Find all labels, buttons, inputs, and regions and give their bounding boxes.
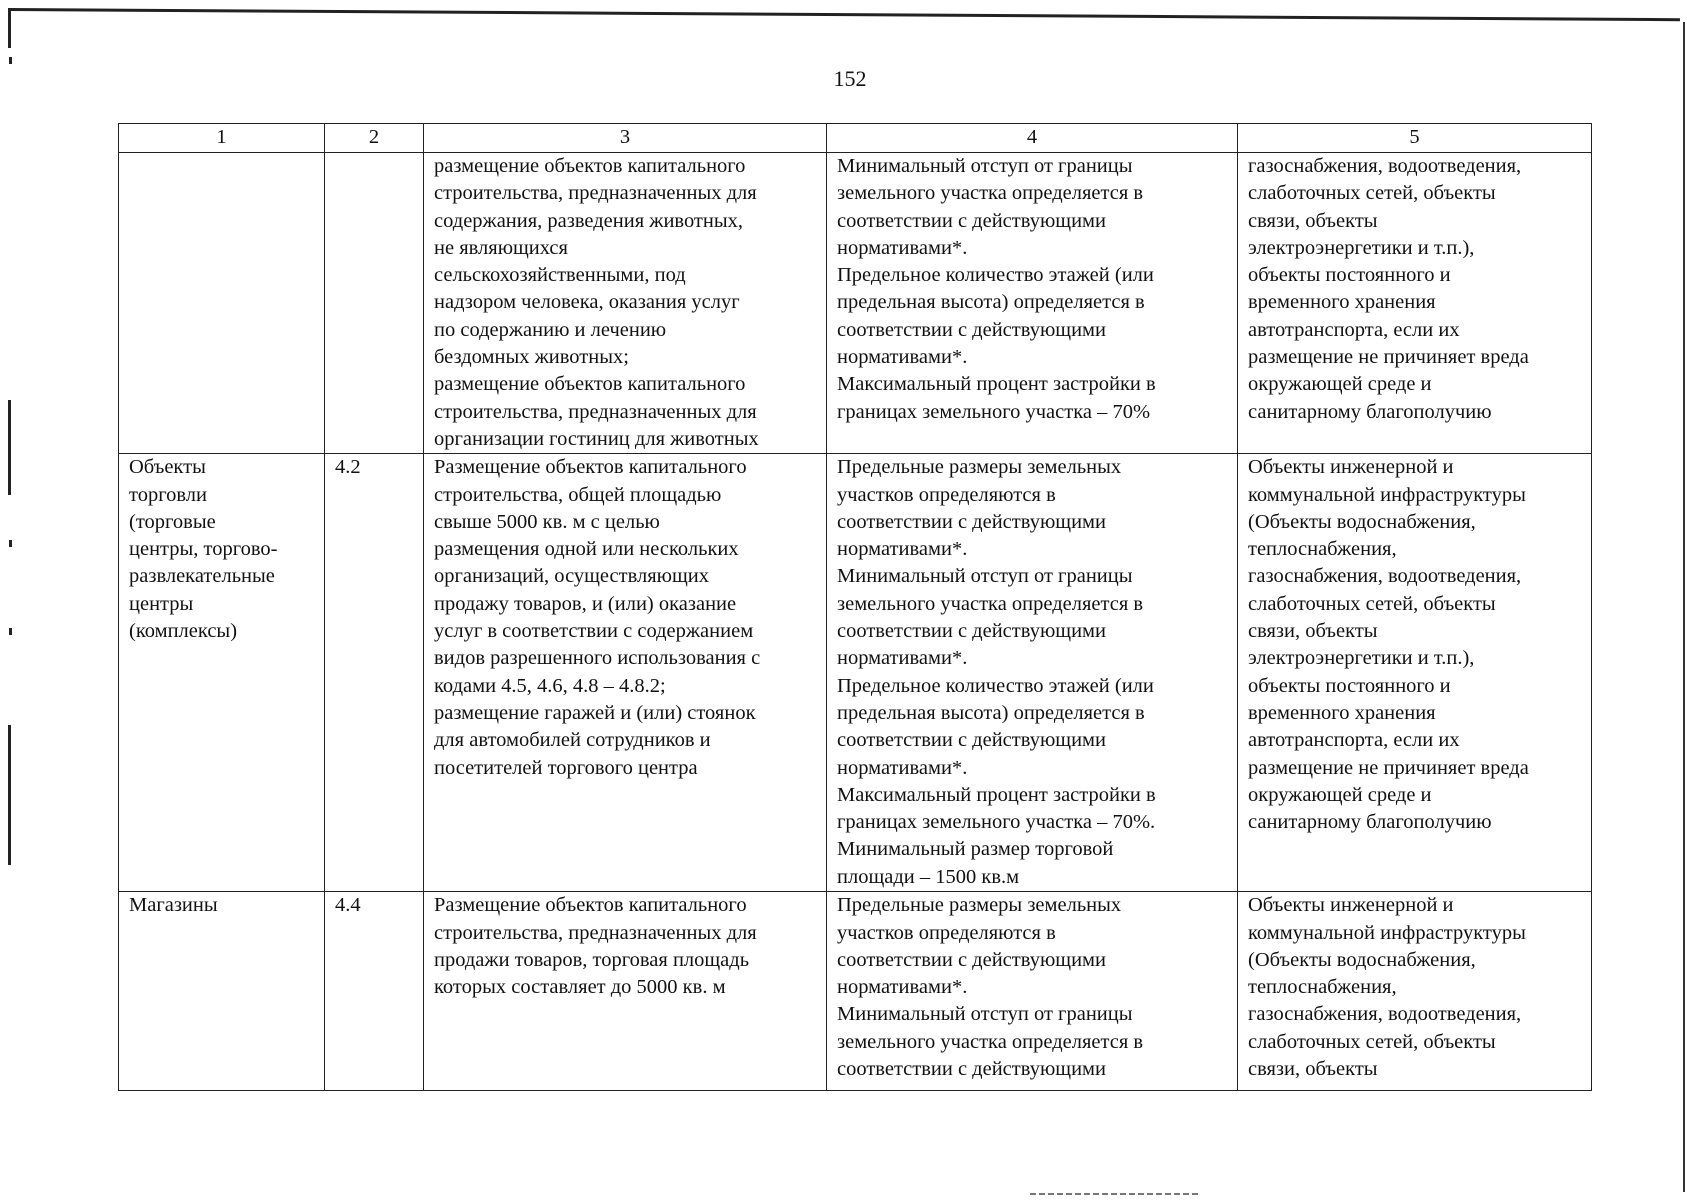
cell-text-line: связи, объекты — [1248, 209, 1378, 232]
cell-text-line: окружающей среде и — [1248, 783, 1432, 806]
header-row — [119, 124, 1592, 153]
cell-text-line: слаботочных сетей, объекты — [1248, 592, 1496, 615]
cell-text-line: размещение не причиняет вреда — [1248, 756, 1529, 779]
cell-text-line: Максимальный процент застройки в — [837, 373, 1156, 396]
cell-text-line: центры, торгово- — [129, 538, 278, 561]
cell-text-line: Минимальный отступ от границы — [837, 155, 1133, 177]
cell-text-line: электроэнергетики и т.п.), — [1248, 236, 1475, 259]
scan-edge-left — [8, 8, 11, 48]
cell-text-line: организации гостиниц для животных — [434, 427, 759, 450]
cell-text-line: автотранспорта, если их — [1248, 318, 1460, 341]
cell-text-line: (комплексы) — [129, 620, 238, 643]
cell-text-line: размещения одной или нескольких — [434, 538, 739, 561]
cell-text-line: теплоснабжения, — [1248, 976, 1397, 999]
parameters-cell — [827, 892, 1238, 1091]
cell-text-line: электроэнергетики и т.п.), — [1248, 647, 1475, 670]
cell-text-line: Объекты инженерной и — [1248, 894, 1454, 917]
cell-text-line: слаботочных сетей, объекты — [1248, 1030, 1496, 1053]
description-cell — [424, 153, 827, 454]
cell-text-line: сельскохозяйственными, под — [434, 264, 686, 287]
cell-text-line: предельная высота) определяется в — [837, 701, 1145, 724]
table-row — [119, 454, 1592, 892]
cell-text-line: посетителей торгового центра — [434, 756, 698, 779]
cell-text-line: бездомных животных; — [434, 346, 629, 369]
cell-text-line: коммунальной инфраструктуры — [1248, 921, 1526, 944]
cell-text-line: земельного участка определяется в — [837, 592, 1144, 615]
cell-text-line: земельного участка определяется в — [837, 1030, 1144, 1053]
cell-text-line: соответствии с действующими — [837, 1058, 1106, 1081]
cell-text-line: земельного участка определяется в — [837, 182, 1144, 205]
cell-text-line: соответствии с действующими — [837, 948, 1106, 971]
cell-text-line: соответствии с действующими — [837, 318, 1106, 341]
scan-smudge — [1030, 1193, 1200, 1195]
cell-text-line: продажу товаров, и (или) оказание — [434, 592, 737, 615]
cell-text-line: строительства, предназначенных для — [434, 400, 757, 423]
cell-text-line: Минимальный размер торговой — [837, 838, 1114, 861]
cell-text-line: свыше 5000 кв. м с целью — [434, 510, 660, 533]
cell-text-line: организаций, осуществляющих — [434, 565, 709, 588]
cell-text-line: надзором человека, оказания услуг — [434, 291, 740, 314]
cell-text-line: санитарному благополучию — [1248, 400, 1492, 423]
column-header: 5 — [1238, 124, 1592, 153]
cell-text-line: Предельные размеры земельных — [837, 456, 1122, 479]
cell-text-line: связи, объекты — [1248, 1058, 1378, 1081]
use-name-cell — [119, 892, 325, 1091]
table-row — [119, 892, 1592, 1091]
cell-text-line: окружающей среде и — [1248, 373, 1432, 396]
scan-mark — [9, 540, 12, 547]
scan-edge-left — [8, 400, 11, 495]
cell-text-line: которых составляет до 5000 кв. м — [434, 976, 726, 999]
cell-text-line: содержания, разведения животных, — [434, 209, 744, 232]
cell-text-line: Размещение объектов капитального — [434, 456, 747, 479]
page-number: 152 — [833, 66, 867, 91]
scan-edge-top — [10, 8, 1680, 21]
zoning-table — [118, 123, 1592, 1091]
description-cell — [424, 454, 827, 892]
scan-mark — [9, 57, 12, 64]
auxiliary-cell — [1238, 892, 1592, 1091]
column-header: 1 — [119, 124, 325, 153]
scan-edge-right — [1683, 22, 1685, 1192]
parameters-cell — [827, 454, 1238, 892]
cell-text-line: не являющихся — [434, 236, 568, 259]
cell-text-line: размещение объектов капитального — [434, 373, 746, 396]
use-name-cell — [119, 153, 325, 454]
cell-text-line: Предельное количество этажей (или — [837, 264, 1154, 287]
cell-text-line: Минимальный отступ от границы — [837, 565, 1133, 588]
cell-text-line: временного хранения — [1248, 701, 1436, 724]
cell-text-line: площади – 1500 кв.м — [837, 865, 1020, 888]
cell-text-line: Магазины — [129, 894, 218, 917]
cell-text-line: строительства, предназначенных для — [434, 182, 757, 205]
cell-text-line: услуг в соответствии с содержанием — [434, 620, 754, 643]
cell-text-line: соответствии с действующими — [837, 209, 1106, 232]
cell-text-line: нормативами*. — [837, 346, 968, 369]
cell-text-line: продажи товаров, торговая площадь — [434, 948, 750, 971]
cell-text-line: Размещение объектов капитального — [434, 894, 747, 917]
cell-text-line: строительства, общей площадью — [434, 483, 722, 506]
cell-text-line: Минимальный отступ от границы — [837, 1003, 1133, 1026]
cell-text-line: санитарному благополучию — [1248, 811, 1492, 834]
use-code-cell: 4.4 — [325, 892, 424, 1091]
cell-text-line: границах земельного участка – 70%. — [837, 811, 1156, 834]
cell-text-line: Объекты инженерной и — [1248, 456, 1454, 479]
cell-text-line: газоснабжения, водоотведения, — [1248, 565, 1522, 588]
cell-text-line: нормативами*. — [837, 236, 968, 259]
cell-text-line: связи, объекты — [1248, 620, 1378, 643]
cell-text-line: участков определяются в — [837, 483, 1056, 506]
cell-text-line: границах земельного участка – 70% — [837, 400, 1151, 423]
description-cell — [424, 892, 827, 1091]
cell-text-line: временного хранения — [1248, 291, 1436, 314]
cell-text-line: (торговые — [129, 510, 216, 533]
cell-text-line: торговли — [129, 483, 207, 506]
cell-text-line: размещение объектов капитального — [434, 155, 746, 177]
cell-text-line: нормативами*. — [837, 976, 968, 999]
cell-text-line: теплоснабжения, — [1248, 538, 1397, 561]
cell-text-line: газоснабжения, водоотведения, — [1248, 1003, 1522, 1026]
cell-text-line: видов разрешенного использования с — [434, 647, 761, 670]
cell-text-line: Предельные размеры земельных — [837, 894, 1122, 917]
cell-text-line: по содержанию и лечению — [434, 318, 667, 341]
use-code-cell — [325, 153, 424, 454]
column-header: 3 — [424, 124, 827, 153]
column-header: 2 — [325, 124, 424, 153]
cell-text-line: слаботочных сетей, объекты — [1248, 182, 1496, 205]
cell-text-line: (Объекты водоснабжения, — [1248, 948, 1476, 971]
parameters-cell — [827, 153, 1238, 454]
cell-text-line: строительства, предназначенных для — [434, 921, 757, 944]
cell-text-line: развлекательные — [129, 565, 275, 588]
column-header: 4 — [827, 124, 1238, 153]
cell-text-line: Максимальный процент застройки в — [837, 783, 1156, 806]
auxiliary-cell — [1238, 454, 1592, 892]
scan-mark — [9, 628, 12, 635]
cell-text-line: газоснабжения, водоотведения, — [1248, 155, 1522, 177]
cell-text-line: центры — [129, 592, 194, 615]
cell-text-line: нормативами*. — [837, 538, 968, 561]
cell-text-line: нормативами*. — [837, 756, 968, 779]
cell-text-line: кодами 4.5, 4.6, 4.8 – 4.8.2; — [434, 674, 666, 697]
auxiliary-cell — [1238, 153, 1592, 454]
cell-text-line: объекты постоянного и — [1248, 674, 1451, 697]
cell-text-line: соответствии с действующими — [837, 729, 1106, 752]
cell-text-line: (Объекты водоснабжения, — [1248, 510, 1476, 533]
cell-text-line: коммунальной инфраструктуры — [1248, 483, 1526, 506]
cell-text-line: нормативами*. — [837, 647, 968, 670]
cell-text-line: автотранспорта, если их — [1248, 729, 1460, 752]
cell-text-line: объекты постоянного и — [1248, 264, 1451, 287]
cell-text-line: размещение гаражей и (или) стоянок — [434, 701, 756, 724]
use-code-cell: 4.2 — [325, 454, 424, 892]
cell-text-line: размещение не причиняет вреда — [1248, 346, 1529, 369]
cell-text-line: соответствии с действующими — [837, 620, 1106, 643]
cell-text-line: предельная высота) определяется в — [837, 291, 1145, 314]
cell-text-line: Объекты — [129, 456, 206, 479]
use-name-cell — [119, 454, 325, 892]
cell-text-line: Предельное количество этажей (или — [837, 674, 1154, 697]
table-row — [119, 153, 1592, 454]
cell-text-line: для автомобилей сотрудников и — [434, 729, 711, 752]
cell-text-line: соответствии с действующими — [837, 510, 1106, 533]
scan-edge-left — [8, 725, 11, 865]
cell-text-line: участков определяются в — [837, 921, 1056, 944]
